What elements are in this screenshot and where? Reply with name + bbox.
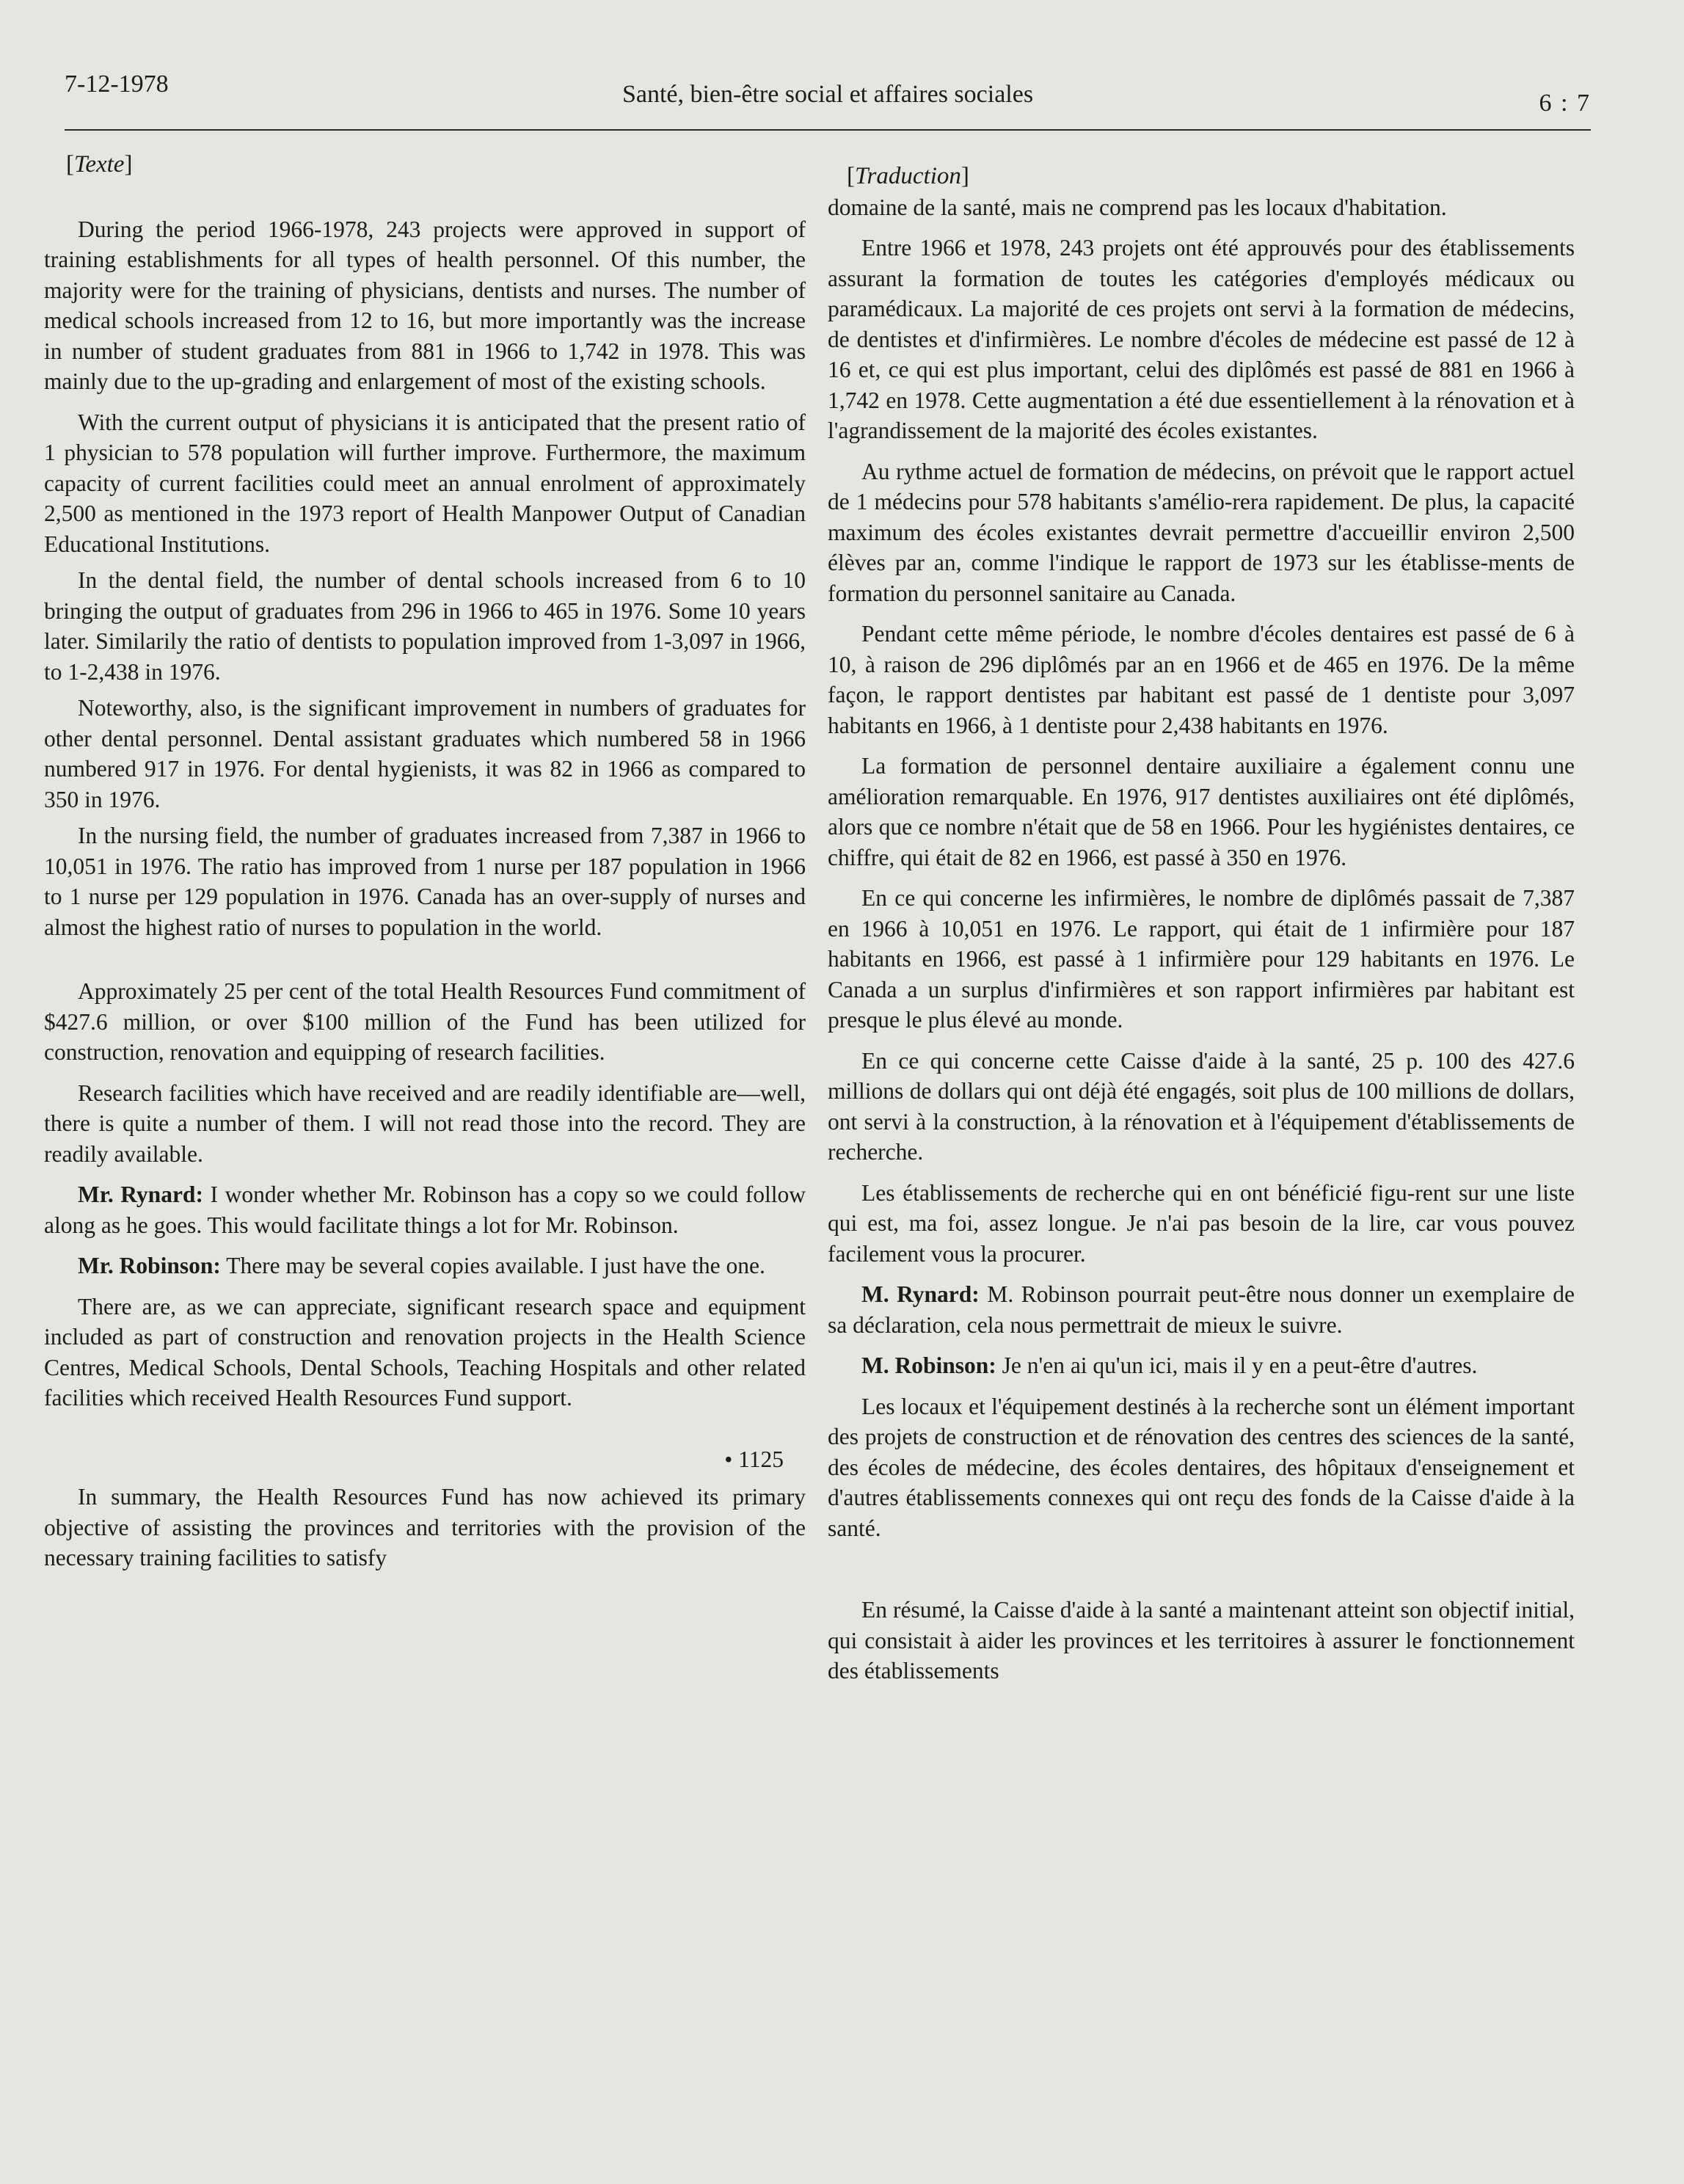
paragraph: Entre 1966 et 1978, 243 projets ont été approuvés pour des établissements assurant la formation de toutes les catégories d'employés médicaux ou paramédicaux. La majorité de ces projets ont servi à la formation de médecins, de dentistes et d'infirmières. Le nombre d'écoles de médecine est passé de 12 à 16 et, ce qui est plus important, celui des diplômés est passé de 881 en 1966 à 1,742 en 1978. Cette augmentation a été due essentiellement à la rénovation et à l'agrandissement de la majorité des écoles existantes. bbox=[828, 235, 1575, 443]
paragraph: In the nursing field, the number of graduates increased from 7,387 in 1966 to 10,051 in 1976. The ratio has improved from 1 nurse per 187 population in 1966 to 1 nurse per 129 population in 1976. Canada has an over-supply of nurses and almost the highest ratio of nurses to population in the world. bbox=[44, 823, 806, 940]
paragraph: During the period 1966-1978, 243 projects were approved in support of training establishments for all types of health personnel. Of this number, the majority were for the training of physicians, dentists and nurses. The number of medical schools increased from 12 to 16, but more importantly was the increase in number of student graduates from 881 in 1966 to 1,742 in 1978. This was mainly due to the up-grading and enlargement of most of the existing schools. bbox=[44, 216, 806, 394]
paragraph: En ce qui concerne les infirmières, le nombre de diplômés passait de 7,387 en 1966 à 10,051 en 1976. Le rapport, qui était de 1 infirmière pour 187 habitants en 1966, est passé à 1 infirmière pour 129 habitants en 1976. Le Canada a un surplus d'infirmières et son rapport infirmières par habitant est presque le plus élevé au monde. bbox=[828, 885, 1575, 1033]
speaker-name: Mr. Rynard: bbox=[78, 1182, 203, 1207]
text-column-english bbox=[44, 139, 806, 1573]
paragraph: Pendant cette même période, le nombre d'écoles dentaires est passé de 6 à 10, à raison de 296 diplômés par an en 1966 et de 465 en 1976. De la même façon, le rapport dentistes par habitant est passé de 1 dentiste pour 3,097 habitants en 1966, à 1 dentiste pour 2,438 habitants en 1976. bbox=[828, 621, 1575, 738]
paragraph: Les établissements de recherche qui en ont bénéficié figu-rent sur une liste qui est, ma foi, assez longue. Je n'ai pas besoin de la lire, car vous pouvez facilement vous la procurer. bbox=[828, 1179, 1575, 1267]
paragraph: In the dental field, the number of dental schools increased from 6 to 10 bringing the output of graduates from 296 in 1966 to 465 in 1976. Some 10 years later. Similarily the ratio of dentists to population improved from 1-3,097 in 1966, to 1-2,438 in 1976. bbox=[44, 567, 806, 685]
text-column-french bbox=[828, 139, 1575, 1686]
speaker-paragraph: M. Rynard: M. Robinson pourrait peut-être nous donner un exemplaire de sa déclaration, cela nous permettrait de mieux le suivre. bbox=[828, 1281, 1575, 1338]
paragraph: domaine de la santé, mais ne comprend pas les locaux d'habitation. bbox=[828, 194, 1447, 220]
paragraph: Au rythme actuel de formation de médecins, on prévoit que le rapport actuel de 1 médecins pour 578 habitants s'amélio-rera rapidement. De plus, la capacité maximum des écoles existantes devrait permettre d'accueillir environ 2,500 élèves par an, comme l'indique le rapport de 1973 sur les établisse-ments de formation du personnel sanitaire au Canada. bbox=[828, 458, 1575, 606]
column-label: [Traduction] bbox=[847, 163, 969, 189]
paragraph: With the current output of physicians it is anticipated that the present ratio of 1 physician to 578 population will further improve. Furthermore, the maximum capacity of current facilities could meet an annual enrolment of approximately 2,500 as mentioned in the 1973 report of Health Manpower Output of Canadian Educational Institutions. bbox=[44, 409, 806, 557]
page-title: Santé, bien-être social et affaires sociales bbox=[622, 81, 1034, 108]
column-label: [Texte] bbox=[66, 151, 133, 178]
paragraph: Noteworthy, also, is the significant improvement in numbers of graduates for other dental personnel. Dental assistant graduates which numbered 58 in 1966 numbered 917 in 1976. For dental hygienists, it was 82 in 1966 as compared to 350 in 1976. bbox=[44, 695, 806, 812]
speaker-name: M. Robinson: bbox=[861, 1353, 996, 1378]
speaker-name: M. Rynard: bbox=[861, 1281, 980, 1307]
speaker-name: Mr. Robinson: bbox=[78, 1253, 221, 1278]
paragraph: En ce qui concerne cette Caisse d'aide à la santé, 25 p. 100 des 427.6 millions de dollars qui ont déjà été engagés, soit plus de 100 millions de dollars, ont servi à la construction, à la rénovation et à l'équipement d'établissements de recherche. bbox=[828, 1047, 1575, 1165]
paragraph: Les locaux et l'équipement destinés à la recherche sont un élément important des projets de construction et de rénovation des centres des sciences de la santé, des écoles de médecine, des écoles dentaires, des hôpitaux d'enseignement et d'autres établissements connexes qui ont reçu des fonds de la Caisse d'aide à la santé. bbox=[828, 1393, 1575, 1541]
speaker-paragraph: M. Robinson: Je n'en ai qu'un ici, mais il y en a peut-être d'autres. bbox=[861, 1353, 1478, 1378]
paragraph: Research facilities which have received and are readily identifiable are—well, there is quite a number of them. I will not read those into the record. They are readily available. bbox=[44, 1080, 806, 1167]
paragraph: Approximately 25 per cent of the total Health Resources Fund commitment of $427.6 million, or over $100 million of the Fund has been utilized for construction, renovation and equipping of research facilities. bbox=[44, 978, 806, 1065]
speaker-paragraph: Mr. Robinson: There may be several copies available. I just have the one. bbox=[78, 1253, 765, 1278]
paragraph: La formation de personnel dentaire auxiliaire a également connu une amélioration remarquable. En 1976, 917 dentistes auxiliaires ont été diplômés, alors que ce nombre n'était que de 58 en 1966. Pour les hygiénistes dentaires, ce chiffre, qui était de 82 en 1966, est passé à 350 en 1976. bbox=[828, 753, 1575, 870]
paragraph: En résumé, la Caisse d'aide à la santé a maintenant atteint son objectif initial, qui consistait à aider les provinces et les territoires à assurer le fonctionnement des établissements bbox=[828, 1597, 1575, 1684]
paragraph: In summary, the Health Resources Fund has now achieved its primary objective of assisting the provinces and territories with the provision of the necessary training facilities to satisfy bbox=[44, 1484, 806, 1570]
page-header bbox=[65, 68, 1591, 131]
paragraph: There are, as we can appreciate, significant research space and equipment included as part of construction and renovation projects in the Health Science Centres, Medical Schools, Dental Schools, Teaching Hospitals and other related facilities which received Health Resources Fund support. bbox=[44, 1293, 806, 1410]
time-marker: • 1125 bbox=[724, 1446, 784, 1472]
page-number: 6 : 7 bbox=[1539, 90, 1591, 117]
page-date: 7-12-1978 bbox=[65, 70, 169, 98]
speaker-paragraph: Mr. Rynard: I wonder whether Mr. Robinson has a copy so we could follow along as he goes. This would facilitate things a lot for Mr. Robinson. bbox=[44, 1182, 806, 1238]
